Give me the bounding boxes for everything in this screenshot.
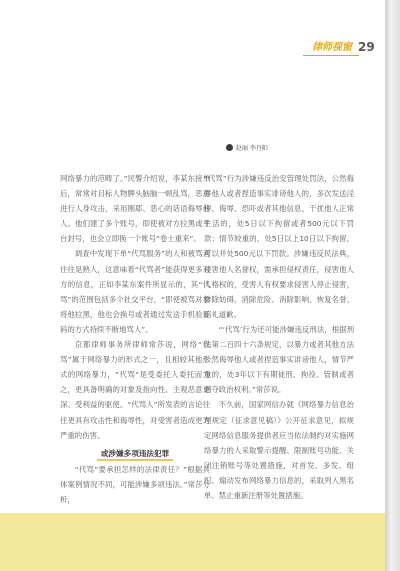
paragraph: 网络暴力的范畴了。”民警介绍说，李某东接单后，常常对目标人物脾头脑脑一顿乱骂，恶意进行人身攻击，采用刚耶、恶心的话语侮辱他人。他们建了多个账号，即使被对方拉黑或平台封号，也会立即换一个账号“卷土重来”。 — [60, 174, 210, 244]
byline-text: 赵丽 李丹阳 — [236, 144, 268, 152]
page-number: 29 — [358, 40, 375, 54]
byline-bullet-icon — [226, 144, 233, 151]
paragraph: 调查中发现下单“代骂服务”的人和被骂者往往是熟人，这意味着“代骂者”能获得更多对方的信息，正如李某东案件所显示的，其“代骂”的范围包括多个社交平台，“即使被骂对象将他拉黑，他也会换号或者通过发送手机验证码的方式持续不断地骂人”。 — [60, 249, 210, 334]
subheading-text: 或涉嫌多项违法犯罪 — [97, 449, 173, 461]
left-column — [60, 171, 210, 507]
paragraph: “代骂”行为涉嫌违反治安管理处罚法，公然侮辱他人或者捏造事实诽谤他人的，多次发送淫秽、侮辱、恐吓或者其他信息，干扰他人正常生活的，处5日以下拘留或者500元以下罚款；情节较重的，处5日以上10日以下拘留，可以并处500元以下罚款。涉嫌违反民法典，侵害他人名誉权，需承担侵权责任，侵害他人人格权的，受害人有权要求侵害人停止侵害，排除妨碍、消除危险、消除影响、恢复名誉、赔礼道歉。 — [204, 174, 354, 319]
byline — [226, 142, 268, 152]
section-title: 律师视窗 — [312, 42, 352, 53]
section-header — [312, 41, 354, 54]
paragraph: “‘代骂’行为还可能涉嫌违反刑法，根据刑法第二百四十六条规定，以暴力或者其他方法公然侮辱他人或者捏造事实诽谤他人，情节严重的，处3年以下有期徒刑、拘役、管制或者剥夺政治权利。”常莎说。 — [204, 324, 354, 395]
footer-color-band — [0, 513, 385, 571]
header-rule — [303, 55, 359, 56]
paragraph: “代骂”要承担怎样的法律责任？”根据具体案例情况不同，可能涉嫌多项违法。”常莎分析， — [60, 464, 210, 504]
subheading — [60, 446, 210, 461]
paragraph: 不久前，国家网信办就《网络暴力信息治理规定（征求意见稿）》公开征求意见，拟规定网络信息服务提供者应当依法制约对实施网络暴力的人采取警示提醒、限制账号功能、关闭注销账号等处置措施，对首发、多发、组织、煽动发布网络暴力信息的，采取列入黑名单、禁止重新注册等处置措施。 — [204, 400, 354, 500]
right-column — [204, 171, 354, 503]
book-spine — [385, 0, 400, 571]
paragraph: 京都律师事务所律师常莎说，网络“代骂”属于网络暴力的形式之一，且相较其他形式的网络暴力，“代骂”是受委托人委托而为之，更具备明确的对象及指向性、主观恶意更深、受利益的驱使。“代骂人”所发表的言论往往更具有攻击性和侮辱性，对受害者造成更为严重的伤害。 — [60, 340, 210, 440]
